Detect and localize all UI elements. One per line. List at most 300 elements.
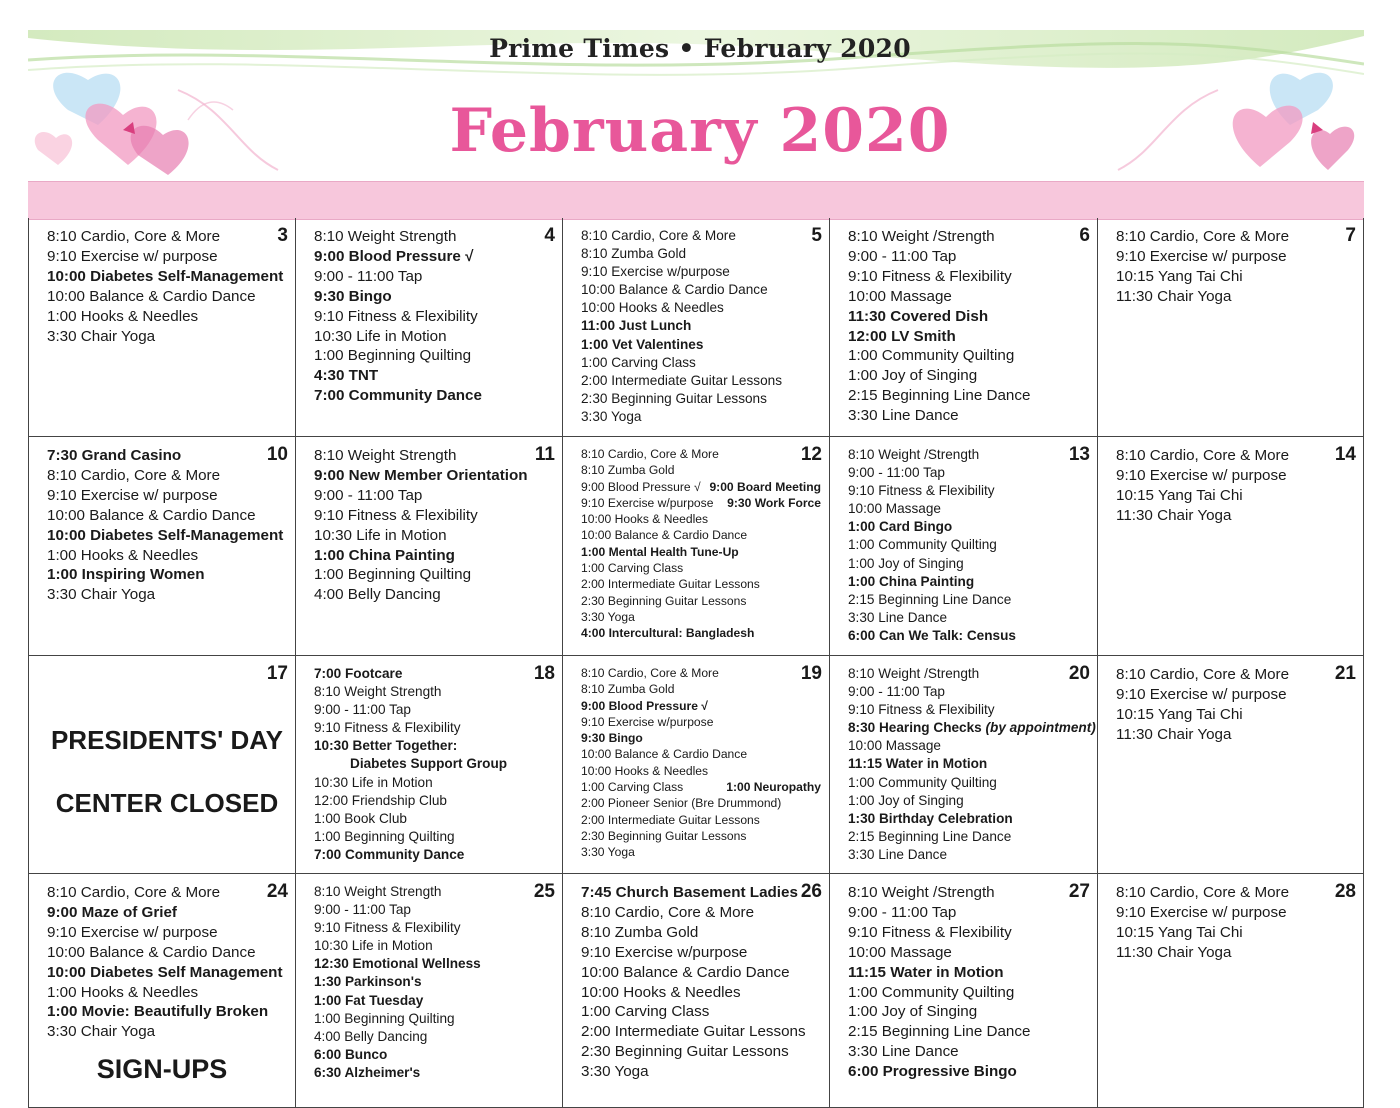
event-text: 11:15 Water in Motion	[848, 756, 988, 772]
event-item	[314, 937, 554, 955]
event-text: 10:30 Life in Motion	[314, 774, 433, 790]
event-text: 1:00 Joy of Singing	[848, 555, 964, 571]
event-item	[581, 714, 821, 730]
event-text: 11:00 Just Lunch	[581, 318, 692, 334]
event-item	[581, 943, 821, 963]
event-text: 9:30 Bingo	[581, 731, 643, 746]
event-item	[581, 1022, 821, 1042]
event-list	[581, 665, 821, 861]
event-text: 9:10 Fitness & Flexibility	[848, 702, 995, 718]
day-cell	[830, 874, 1098, 1108]
event-item	[47, 923, 287, 943]
event-text: 6:00 Progressive Bingo	[848, 1063, 1017, 1081]
event-item	[1116, 903, 1355, 923]
event-text: 9:10 Exercise w/purpose	[581, 714, 714, 729]
event-item	[1116, 287, 1355, 307]
day-number: 27	[1068, 881, 1090, 902]
event-text: Diabetes Support Group	[350, 756, 508, 772]
event-text: 1:00 Book Club	[314, 810, 407, 826]
event-list	[581, 446, 821, 642]
event-text: 2:15 Beginning Line Dance	[848, 591, 1012, 607]
event-item	[314, 919, 554, 937]
event-item	[848, 828, 1089, 846]
event-text: 8:10 Weight /Strength	[848, 666, 980, 681]
event-item	[581, 479, 821, 495]
event-item	[1116, 267, 1355, 287]
day-cell	[1098, 218, 1364, 437]
event-item	[848, 591, 1089, 609]
day-cell	[296, 218, 563, 437]
event-text: 8:10 Weight Strength	[314, 884, 442, 899]
event-text: 10:30 Life in Motion	[314, 938, 433, 954]
event-text: 10:00 Massage	[848, 287, 952, 305]
event-text: 1:00 Joy of Singing	[848, 1003, 978, 1021]
day-cell	[563, 874, 830, 1108]
event-list	[1116, 227, 1355, 307]
event-text: 9:00 - 11:00 Tap	[848, 903, 957, 921]
event-item	[314, 992, 554, 1010]
event-text: 11:30 Chair Yoga	[1116, 725, 1232, 743]
event-text: 12:00 Friendship Club	[314, 792, 447, 808]
event-item	[581, 227, 821, 245]
event-text: 4:00 Intercultural: Bangladesh	[581, 626, 755, 641]
event-text: 1:00 Inspiring Women	[47, 566, 205, 584]
event-text: 10:00 Hooks & Needles	[581, 983, 741, 1001]
event-item	[848, 737, 1089, 755]
day-cell	[563, 218, 830, 437]
event-item	[47, 267, 287, 287]
event-text: 1:00 Community Quilting	[848, 983, 1015, 1001]
event-item	[47, 903, 287, 923]
event-item	[314, 755, 554, 773]
event-text: 10:15 Yang Tai Chi	[1116, 267, 1243, 285]
event-item	[47, 963, 287, 983]
event-item	[314, 1028, 554, 1046]
event-text: 8:10 Weight Strength	[314, 447, 457, 464]
event-text: 9:10 Exercise w/ purpose	[1116, 685, 1287, 703]
event-text: 10:00 Balance & Cardio Dance	[581, 528, 748, 543]
event-item	[848, 1022, 1089, 1042]
event-text: 3:30 Line Dance	[848, 407, 959, 425]
event-item	[848, 307, 1089, 327]
event-text: 2:00 Intermediate Guitar Lessons	[581, 1023, 806, 1041]
event-item	[47, 307, 287, 327]
event-item	[47, 466, 287, 486]
event-item	[581, 354, 821, 372]
event-item	[47, 327, 287, 347]
event-text: 1:00 Beginning Quilting	[314, 1010, 455, 1026]
event-item	[848, 1042, 1089, 1062]
event-text: 2:15 Beginning Line Dance	[848, 1023, 1031, 1041]
event-item	[1116, 665, 1355, 685]
event-text: 9:30 Bingo	[314, 287, 392, 305]
event-item	[848, 755, 1089, 773]
event-item	[581, 560, 821, 576]
event-item	[848, 774, 1089, 792]
event-item	[314, 386, 554, 406]
event-item	[314, 810, 554, 828]
event-text: 9:00 - 11:00 Tap	[314, 486, 423, 504]
event-text: 8:10 Weight /Strength	[848, 228, 995, 245]
newsletter-title: Prime Times • February 2020	[489, 34, 911, 63]
month-title: February 2020	[449, 96, 951, 166]
event-item	[314, 1046, 554, 1064]
event-list	[47, 227, 287, 346]
event-item	[581, 609, 821, 625]
day-number: 7	[1345, 225, 1356, 246]
event-text: 8:30 Hearing Checks	[848, 720, 982, 736]
event-text: 11:15 Water in Motion	[848, 963, 1004, 981]
event-text: 8:10 Zumba Gold	[581, 246, 687, 262]
event-text: 9:00 - 11:00 Tap	[848, 684, 945, 700]
event-item	[581, 828, 821, 844]
event-text: 3:30 Yoga	[581, 609, 635, 624]
event-text: 9:10 Fitness & Flexibility	[314, 720, 461, 736]
event-text: 9:10 Exercise w/purpose	[581, 943, 748, 961]
event-text: 8:10 Cardio, Core & More	[47, 466, 221, 484]
event-text: 1:00 China Painting	[314, 546, 455, 564]
event-item	[314, 585, 554, 605]
event-text: 1:00 Movie: Beautifully Broken	[47, 1003, 269, 1021]
event-text: 6:00 Bunco	[314, 1046, 388, 1062]
event-text: 9:10 Fitness & Flexibility	[314, 920, 461, 936]
day-cell	[830, 218, 1098, 437]
event-text: 2:30 Beginning Guitar Lessons	[581, 390, 767, 406]
event-item	[848, 482, 1089, 500]
event-text: 9:10 Exercise w/purpose	[581, 264, 730, 280]
event-text: 9:10 Exercise w/ purpose	[47, 247, 218, 265]
event-item	[848, 883, 1089, 903]
event-list	[848, 883, 1089, 1082]
event-text: 10:30 Life in Motion	[314, 327, 447, 345]
event-text: 9:10 Exercise w/purpose	[581, 495, 714, 510]
event-item	[314, 247, 554, 267]
event-item	[848, 366, 1089, 386]
center-closed-label: CENTER CLOSED	[55, 788, 279, 818]
event-text: 9:10 Fitness & Flexibility	[848, 267, 1012, 285]
day-number: 26	[800, 881, 822, 902]
event-item	[314, 506, 554, 526]
event-item	[47, 565, 287, 585]
event-note: (by appointment)	[985, 720, 1096, 736]
event-text: 9:00 - 11:00 Tap	[314, 267, 423, 285]
event-item	[314, 774, 554, 792]
event-text: 2:00 Intermediate Guitar Lessons	[581, 812, 760, 827]
event-item	[47, 546, 287, 566]
event-text: 2:00 Pioneer Senior (Bre Drummond)	[581, 796, 782, 811]
event-item	[581, 593, 821, 609]
event-text: 6:30 Alzheimer's	[314, 1064, 421, 1080]
event-item	[314, 307, 554, 327]
event-text: 9:00 - 11:00 Tap	[848, 465, 945, 481]
event-item	[581, 625, 821, 641]
event-item	[581, 746, 821, 762]
day-cell	[1098, 656, 1364, 874]
event-text: 3:30 Line Dance	[848, 609, 948, 625]
event-text: 8:10 Weight Strength	[314, 228, 457, 245]
event-text: 10:00 Diabetes Self Management	[47, 963, 283, 981]
event-text: 7:45 Church Basement Ladies	[581, 884, 798, 901]
day-number: 14	[1334, 444, 1356, 465]
event-text: 4:30 TNT	[314, 367, 379, 385]
calendar-grid	[28, 218, 1364, 1108]
event-item	[848, 573, 1089, 591]
event-text: 8:10 Cardio, Core & More	[581, 666, 719, 680]
event-text: 1:00 Beginning Quilting	[314, 347, 472, 365]
event-item	[314, 955, 554, 973]
event-item	[848, 943, 1089, 963]
event-item	[581, 281, 821, 299]
event-item	[314, 1010, 554, 1028]
event-text: 10:00 Massage	[848, 501, 941, 517]
event-text: 8:10 Weight /Strength	[848, 447, 980, 462]
event-text: 10:00 Massage	[848, 738, 941, 754]
event-item	[581, 576, 821, 592]
event-item	[848, 903, 1089, 923]
event-item	[848, 683, 1089, 701]
event-text: 1:30 Parkinson's	[314, 974, 422, 990]
event-item	[1116, 923, 1355, 943]
event-item	[581, 883, 821, 903]
event-item	[581, 336, 821, 354]
event-item	[1116, 685, 1355, 705]
event-item	[581, 372, 821, 390]
event-list	[581, 883, 821, 1082]
event-item	[1116, 705, 1355, 725]
event-item	[848, 386, 1089, 406]
event-item	[581, 245, 821, 263]
event-text: 1:00 Community Quilting	[848, 537, 997, 553]
event-text: 3:30 Chair Yoga	[47, 1023, 156, 1041]
event-text: 8:10 Cardio, Core & More	[1116, 447, 1290, 464]
event-item	[314, 701, 554, 719]
event-item	[1116, 506, 1355, 526]
event-text: 11:30 Covered Dish	[848, 307, 989, 325]
event-item	[314, 846, 554, 864]
event-item	[848, 792, 1089, 810]
event-text: 8:10 Cardio, Core & More	[1116, 228, 1290, 245]
event-item	[581, 665, 821, 681]
day-number: 3	[277, 225, 288, 246]
event-item	[314, 901, 554, 919]
event-item	[314, 546, 554, 566]
event-text: 3:30 Line Dance	[848, 846, 948, 862]
event-item	[314, 327, 554, 347]
event-text: 1:00 Vet Valentines	[581, 336, 704, 352]
event-item	[581, 495, 821, 511]
event-text: 9:10 Fitness & Flexibility	[848, 923, 1012, 941]
event-text: 9:00 - 11:00 Tap	[848, 247, 957, 265]
event-text: 9:00 Maze of Grief	[47, 903, 177, 921]
event-item	[314, 719, 554, 737]
event-text: 9:10 Exercise w/ purpose	[47, 486, 218, 504]
event-item	[848, 1002, 1089, 1022]
event-text: 8:10 Cardio, Core & More	[581, 228, 736, 243]
event-item	[581, 1042, 821, 1062]
event-item	[581, 698, 821, 714]
event-list	[848, 227, 1089, 426]
event-text: 10:00 Diabetes Self-Management	[47, 267, 284, 285]
event-text: 9:10 Fitness & Flexibility	[848, 483, 995, 499]
event-item	[848, 464, 1089, 482]
event-text: 1:00 Community Quilting	[848, 347, 1015, 365]
event-text: 8:10 Cardio, Core & More	[581, 447, 719, 461]
event-text: 3:30 Yoga	[581, 845, 635, 860]
event-item	[1116, 247, 1355, 267]
event-item	[47, 227, 287, 247]
event-text: 10:30 Life in Motion	[314, 526, 447, 544]
event-text: 1:00 Carving Class	[581, 354, 696, 370]
event-text: 3:30 Yoga	[581, 408, 642, 424]
event-list	[1116, 446, 1355, 526]
event-list	[47, 883, 287, 1042]
event-text: 2:15 Beginning Line Dance	[848, 387, 1031, 405]
event-text: 10:00 Balance & Cardio Dance	[581, 963, 790, 981]
event-text: 7:00 Footcare	[314, 666, 403, 681]
event-item	[314, 486, 554, 506]
event-item	[581, 812, 821, 828]
event-item	[314, 883, 554, 901]
event-text: 10:00 Hooks & Needles	[581, 763, 709, 778]
day-number: 12	[800, 444, 822, 465]
event-text: 3:30 Yoga	[581, 1063, 649, 1081]
event-text: 1:00 Beginning Quilting	[314, 566, 472, 584]
event-text: 1:00 Carving Class	[581, 561, 684, 576]
event-text: 9:00 Blood Pressure √	[581, 479, 701, 494]
event-item	[581, 844, 821, 860]
event-text: 8:10 Zumba Gold	[581, 463, 675, 478]
event-text: 10:00 Balance & Cardio Dance	[47, 287, 256, 305]
event-text: 10:00 Balance & Cardio Dance	[581, 282, 768, 298]
event-item	[47, 1002, 287, 1022]
event-item	[314, 346, 554, 366]
event-item	[581, 408, 821, 426]
event-text: 1:00 Carving Class	[581, 1003, 710, 1021]
event-text: 4:00 Belly Dancing	[314, 1028, 428, 1044]
event-text: 2:00 Intermediate Guitar Lessons	[581, 372, 782, 388]
event-text: 9:10 Exercise w/ purpose	[1116, 247, 1287, 265]
day-number: 21	[1334, 663, 1356, 684]
event-text: 1:00 Hooks & Needles	[47, 546, 199, 564]
event-item	[1116, 466, 1355, 486]
event-item	[47, 287, 287, 307]
event-item	[314, 973, 554, 991]
event-item	[47, 247, 287, 267]
event-item	[47, 1022, 287, 1042]
event-item	[848, 327, 1089, 347]
event-item	[848, 665, 1089, 683]
event-text: 12:30 Emotional Wellness	[314, 956, 481, 972]
event-text: 7:00 Community Dance	[314, 846, 465, 862]
day-cell	[296, 656, 563, 874]
event-item	[581, 763, 821, 779]
event-item	[848, 983, 1089, 1003]
event-text: 7:00 Community Dance	[314, 387, 482, 405]
event-item	[581, 544, 821, 560]
day-number: 17	[266, 663, 288, 684]
event-text: 2:30 Beginning Guitar Lessons	[581, 828, 747, 843]
event-text: 8:10 Cardio, Core & More	[1116, 666, 1290, 683]
event-text: 1:00 Community Quilting	[848, 774, 997, 790]
event-item	[314, 565, 554, 585]
event-text: 10:30 Better Together:	[314, 738, 458, 754]
event-list	[848, 665, 1096, 864]
event-text: 12:00 LV Smith	[848, 327, 956, 345]
event-item	[848, 555, 1089, 573]
event-item-secondary: 1:00 Neuropathy	[726, 780, 821, 795]
event-text: 1:30 Birthday Celebration	[848, 810, 1013, 826]
event-text: 1:00 Card Bingo	[848, 519, 953, 535]
event-list	[314, 883, 554, 1082]
event-text: 2:15 Beginning Line Dance	[848, 828, 1012, 844]
day-cell	[563, 437, 830, 656]
event-item	[314, 665, 554, 683]
day-cell	[563, 656, 830, 874]
day-cell	[28, 218, 296, 437]
event-item	[581, 795, 821, 811]
day-cell	[1098, 874, 1364, 1108]
event-item	[848, 701, 1089, 719]
event-text: 1:00 Hooks & Needles	[47, 307, 199, 325]
day-number: 10	[266, 444, 288, 465]
day-cell	[28, 437, 296, 656]
event-text: 8:10 Cardio, Core & More	[47, 884, 221, 901]
event-text: 2:00 Intermediate Guitar Lessons	[581, 577, 760, 592]
event-text: 9:00 - 11:00 Tap	[314, 902, 411, 918]
day-number: 4	[544, 225, 555, 246]
event-item	[1116, 446, 1355, 466]
event-text: 9:10 Fitness & Flexibility	[314, 307, 478, 325]
day-number: 20	[1068, 663, 1090, 684]
event-text: 10:15 Yang Tai Chi	[1116, 705, 1243, 723]
event-item	[47, 506, 287, 526]
event-text: 10:15 Yang Tai Chi	[1116, 486, 1243, 504]
event-text: 10:00 Massage	[848, 943, 952, 961]
event-item	[314, 267, 554, 287]
event-item	[581, 446, 821, 462]
day-number: 6	[1079, 225, 1090, 246]
event-item	[848, 247, 1089, 267]
day-number: 13	[1068, 444, 1090, 465]
day-number: 18	[533, 663, 555, 684]
day-cell	[1098, 437, 1364, 656]
event-item	[848, 923, 1089, 943]
event-item	[581, 730, 821, 746]
event-item	[581, 681, 821, 697]
event-item	[848, 227, 1089, 247]
event-text: 9:10 Exercise w/ purpose	[1116, 466, 1287, 484]
event-text: 8:10 Cardio, Core & More	[581, 903, 755, 921]
event-text: 8:10 Weight /Strength	[848, 884, 995, 901]
holiday-label: PRESIDENTS' DAY	[50, 725, 284, 755]
event-item	[314, 828, 554, 846]
event-item	[581, 527, 821, 543]
event-text: 10:00 Balance & Cardio Dance	[581, 747, 748, 762]
event-list	[314, 446, 554, 605]
event-item	[1116, 486, 1355, 506]
event-list	[314, 227, 554, 406]
event-item-secondary: 9:30 Work Force	[727, 495, 821, 510]
event-list	[314, 665, 554, 864]
event-text: 10:00 Hooks & Needles	[581, 300, 724, 316]
event-text: 1:00 Fat Tuesday	[314, 992, 424, 1008]
event-item	[314, 366, 554, 386]
event-item	[848, 500, 1089, 518]
event-text: 11:30 Chair Yoga	[1116, 287, 1232, 305]
event-item	[314, 287, 554, 307]
event-item	[47, 983, 287, 1003]
event-list	[1116, 665, 1355, 745]
